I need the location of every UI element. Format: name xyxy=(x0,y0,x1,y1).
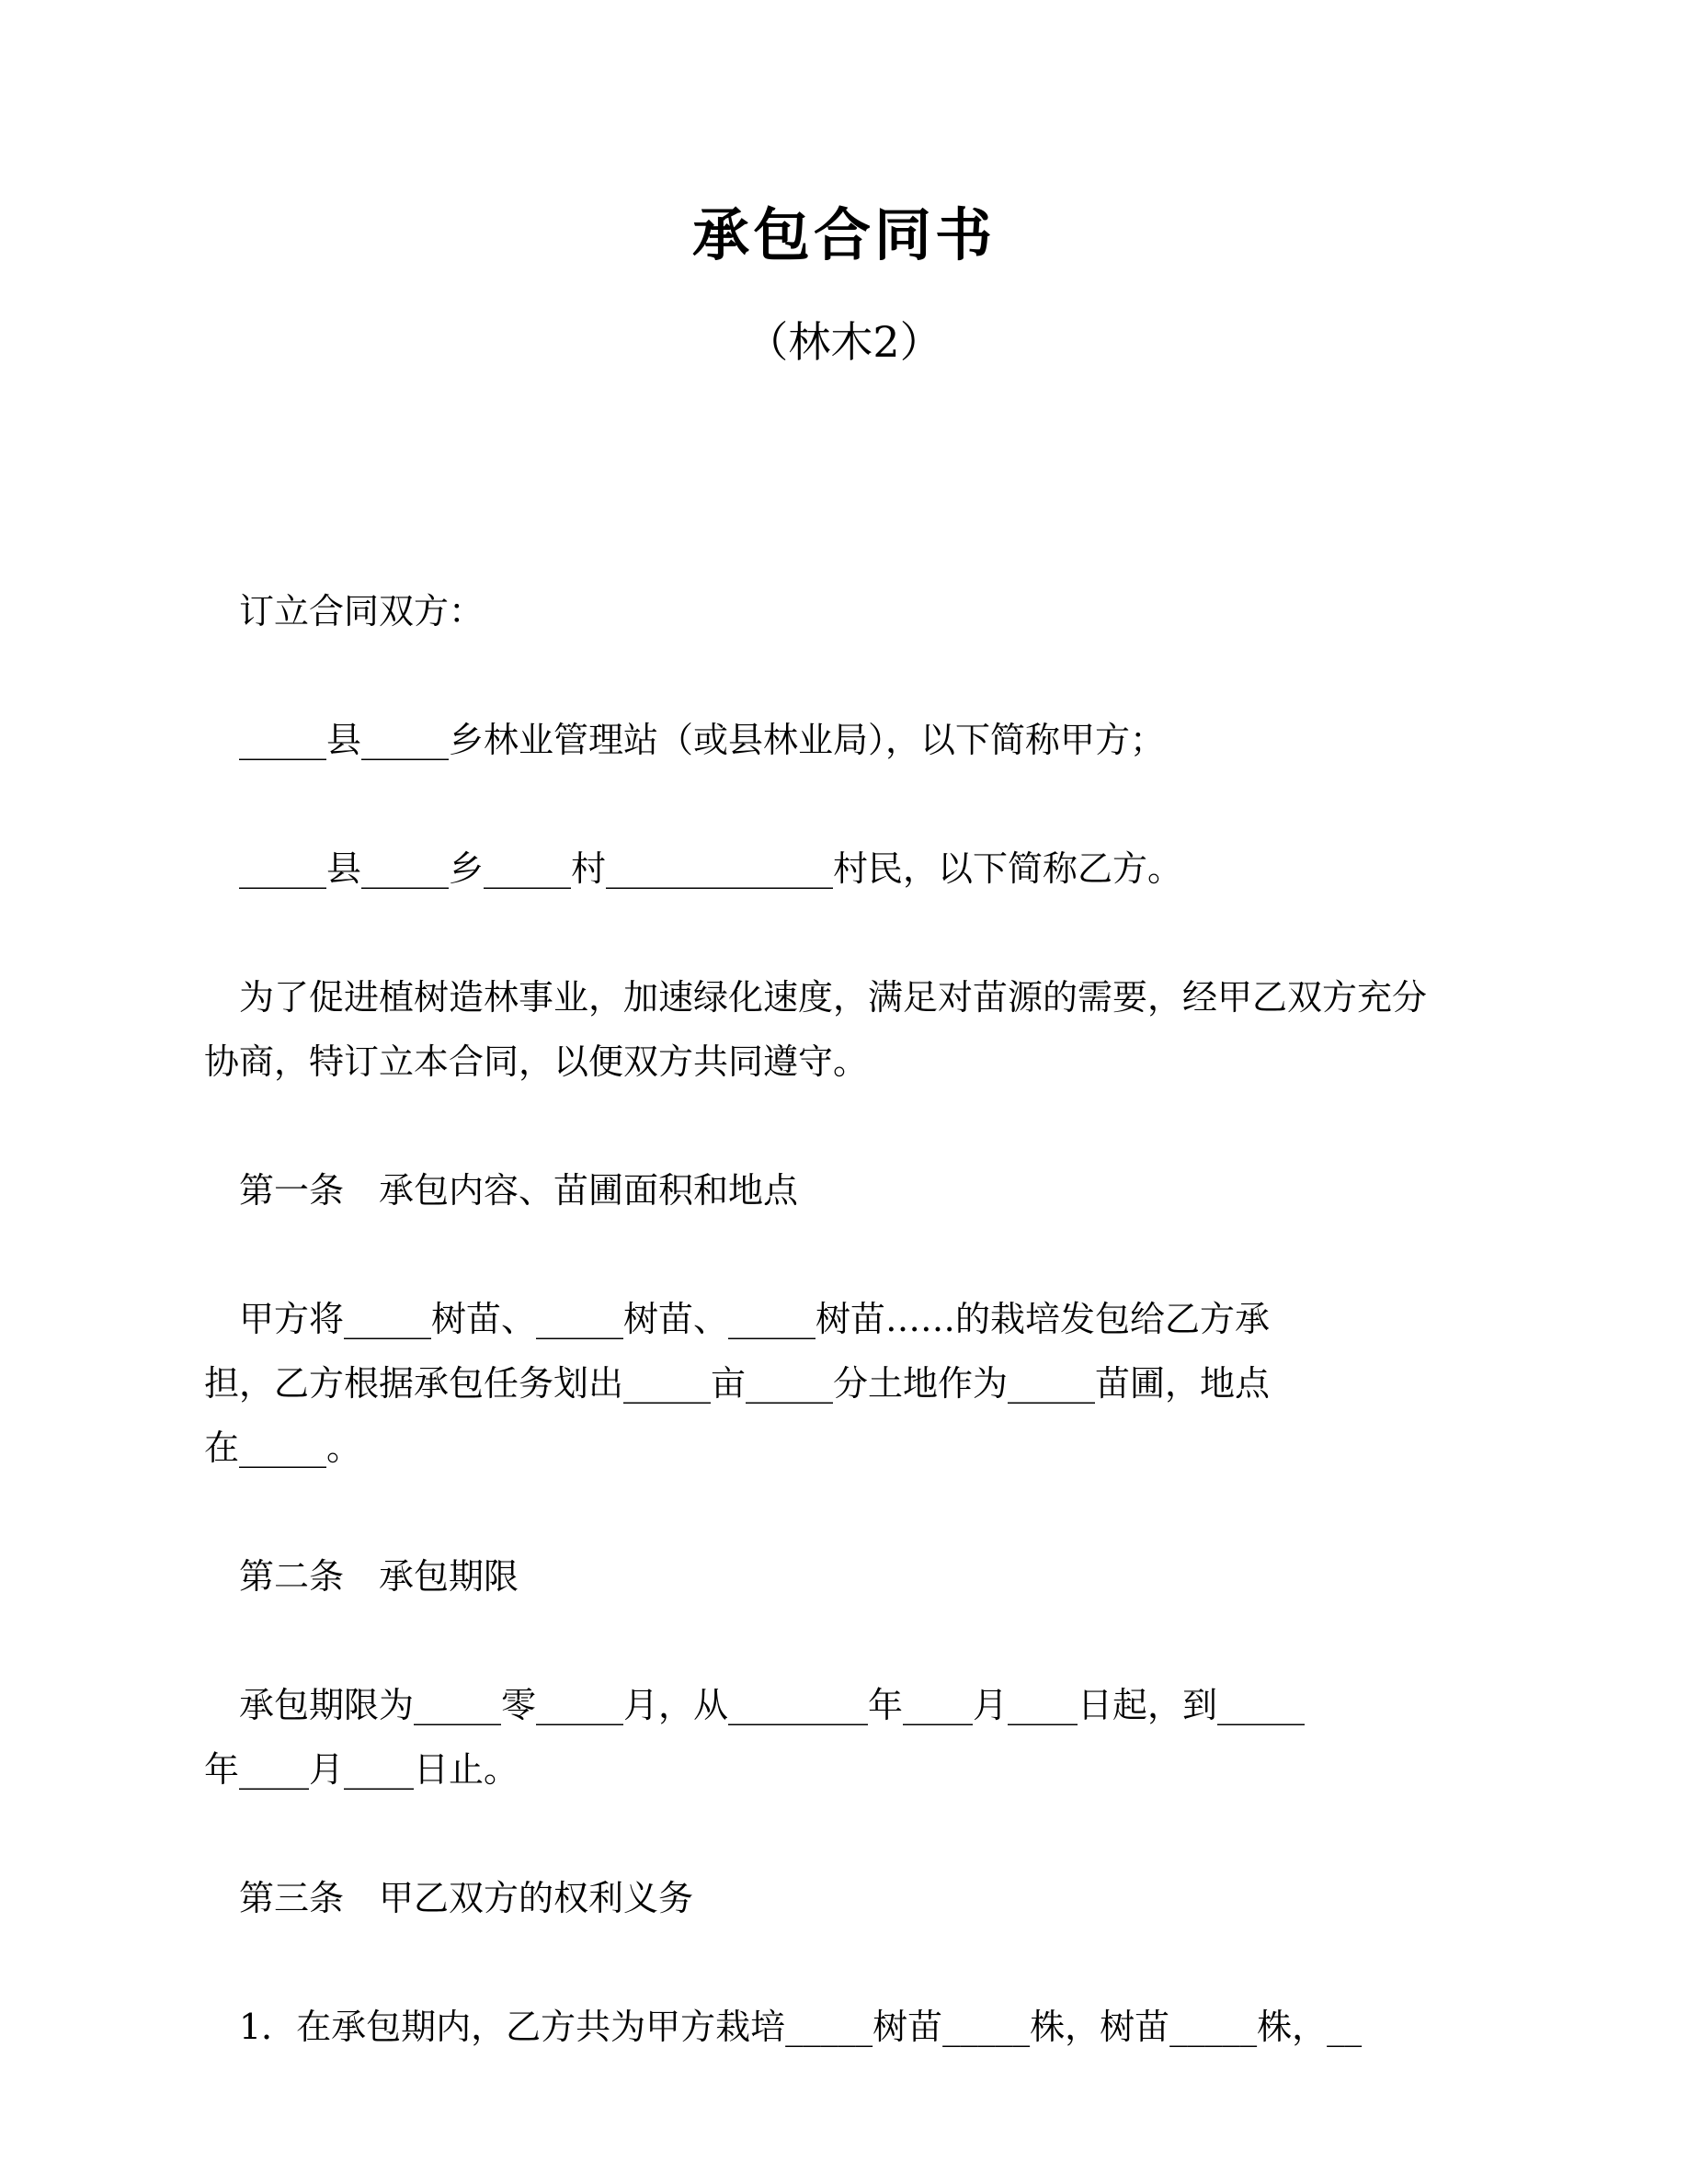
text-line: 甲方将_____树苗、_____树苗、_____树苗……的栽培发包给乙方承 xyxy=(239,1299,1271,1339)
paragraph-article-1-body xyxy=(204,1287,1541,1480)
text-line: 年____月____日止。 xyxy=(204,1749,519,1790)
text-line: _____县_____乡林业管理站（或县林业局），以下简称甲方； xyxy=(239,720,1166,760)
contract-body xyxy=(0,364,1688,2059)
text-line: 为了促进植树造林事业，加速绿化速度，满足对苗源的需要，经甲乙双方充分 xyxy=(239,977,1428,1018)
text-line: 承包期限为_____零_____月，从________年____月____日起，到_____ xyxy=(239,1685,1306,1725)
paragraph-purpose xyxy=(204,965,1541,1094)
text-line: 1．在承包期内，乙方共为甲方栽培_____树苗_____株，树苗_____株，__ xyxy=(239,2007,1363,2047)
text-line: 第三条 甲乙双方的权利义务 xyxy=(239,1878,694,1918)
contract-subtitle: （林木2） xyxy=(746,317,942,367)
paragraph-article-3-item-1 xyxy=(204,1995,1541,2059)
paragraph-party-a xyxy=(204,708,1541,772)
text-line: 订立合同双方： xyxy=(239,591,485,631)
text-line: 协商，特订立本合同，以便双方共同遵守。 xyxy=(204,1041,869,1082)
text-line: 在_____。 xyxy=(204,1428,362,1468)
section-heading-article-3 xyxy=(204,1866,1541,1930)
text-line: _____县_____乡_____村_____________村民，以下简称乙方。 xyxy=(239,848,1183,889)
paragraph-article-2-body xyxy=(204,1673,1541,1802)
contract-title: 承包合同书 xyxy=(691,201,996,268)
paragraph-party-b xyxy=(204,836,1541,901)
text-line: 第一条 承包内容、苗圃面积和地点 xyxy=(239,1170,799,1211)
text-line: 担，乙方根据承包任务划出_____亩_____分土地作为_____苗圃，地点 xyxy=(204,1363,1271,1404)
paragraph-parties-intro xyxy=(204,579,1541,643)
section-heading-article-1 xyxy=(204,1158,1541,1223)
text-line: 第二条 承包期限 xyxy=(239,1556,519,1597)
section-heading-article-2 xyxy=(204,1544,1541,1609)
